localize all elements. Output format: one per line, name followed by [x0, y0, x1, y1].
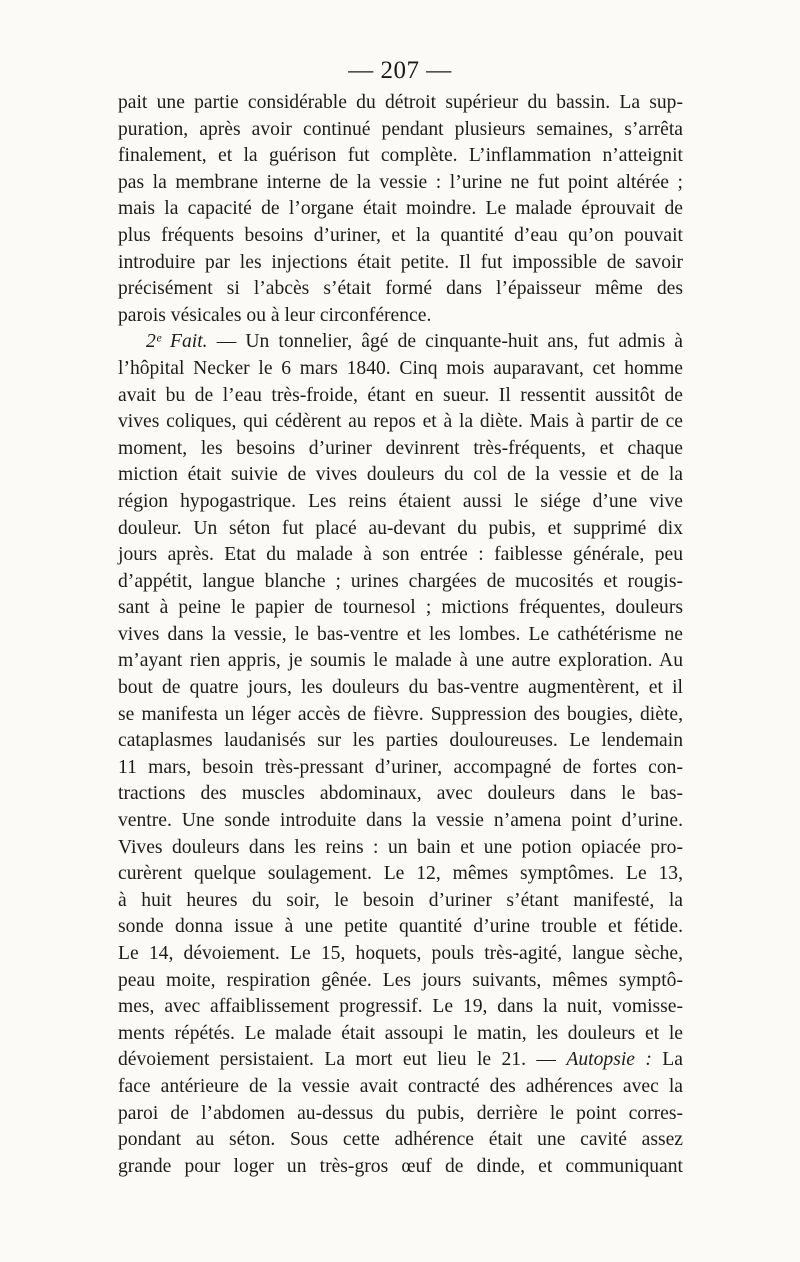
text-line: l’hôpital Necker le 6 mars 1840. Cinq mois auparavant, cet homme	[118, 357, 683, 379]
text-line: Vives douleurs dans les reins : un bain et une potion opiacée pro-	[118, 836, 683, 858]
text-line: région hypogastrique. Les reins étaient aussi le siége d’une vive	[118, 490, 683, 512]
autopsy-line	[118, 1047, 683, 1074]
text-line: à huit heures du soir, le besoin d’uriner s’étant manifesté, la	[118, 889, 683, 911]
text-line: moment, les besoins d’uriner devinrent très-fréquents, et chaque	[118, 437, 683, 459]
text-line: plus fréquents besoins d’uriner, et la quantité d’eau qu’on pouvait	[118, 224, 683, 246]
text-line: bout de quatre jours, les douleurs du bas-ventre augmentèrent, et il	[118, 677, 683, 699]
text-line: curèrent quelque soulagement. Le 12, mêmes symptômes. Le 13,	[118, 863, 683, 885]
text-line: parois vésicales ou à leur circonférence.	[118, 304, 432, 326]
text-span: — Un tonnelier, âgé de cinquante-huit ans, fut admis à	[207, 331, 683, 353]
text-line: vives coliques, qui cédèrent au repos et à la diète. Mais à partir de ce	[118, 411, 683, 433]
text-line: pas la membrane interne de la vessie : l’urine ne fut point altérée ;	[118, 171, 683, 193]
autopsy-label: Autopsie :	[566, 1049, 652, 1071]
text-line: pait une partie considérable du détroit supérieur du bassin. La sup-	[118, 92, 683, 113]
text-line: 11 mars, besoin très-pressant d’uriner, accompagné de fortes con-	[118, 756, 683, 778]
text-line: face antérieure de la vessie avait contracté des adhérences avec la	[118, 1075, 683, 1097]
text-line: d’appétit, langue blanche ; urines chargées de mucosités et rougis-	[118, 570, 683, 592]
text-line: se manifesta un léger accès de fièvre. Suppression des bougies, diète,	[118, 703, 683, 725]
text-line: Le 14, dévoiement. Le 15, hoquets, pouls très-agité, langue sèche,	[118, 943, 683, 964]
text-line: sonde donna issue à une petite quantité d’urine trouble et fétide.	[118, 916, 683, 938]
text-line: grande pour loger un très-gros œuf de dinde, et communiquant	[118, 1155, 683, 1177]
text-line: sant à peine le papier de tournesol ; mictions fréquentes, douleurs	[118, 597, 683, 619]
case-heading-line	[118, 329, 683, 356]
text-line: introduire par les injections était petite. Il fut impossible de savoir	[118, 251, 683, 273]
body-text	[118, 90, 683, 1180]
text-line: mes, avec affaiblissement progressif. Le 19, dans la nuit, vomisse-	[118, 996, 683, 1018]
text-span: dévoiement persistaient. La mort eut lieu le 21. —	[118, 1049, 556, 1071]
text-line: vives dans la vessie, le bas-ventre et les lombes. Le cathétérisme ne	[118, 623, 683, 645]
text-line: puration, après avoir continué pendant plusieurs semaines, s’arrêta	[118, 118, 683, 140]
text-line: m’ayant rien appris, je soumis le malade à une autre exploration. Au	[118, 650, 683, 672]
text-line: jours après. Etat du malade à son entrée : faiblesse générale, peu	[118, 544, 683, 566]
text-line: finalement, et la guérison fut complète. L’inflammation n’atteignit	[118, 145, 683, 167]
text-line: précisément si l’abcès s’était formé dans l’épaisseur même des	[118, 278, 683, 300]
text-line: mais la capacité de l’organe était moindre. Le malade éprouvait de	[118, 198, 683, 220]
text-line: ventre. Une sonde introduite dans la vessie n’amena point d’urine.	[118, 810, 683, 832]
text-line: tractions des muscles abdominaux, avec douleurs dans le bas-	[118, 783, 683, 805]
text-line: cataplasmes laudanisés sur les parties douloureuses. Le lendemain	[118, 730, 683, 752]
text-line: paroi de l’abdomen au-dessus du pubis, derrière le point corres-	[118, 1102, 683, 1124]
text-span: La	[651, 1049, 683, 1071]
text-line: avait bu de l’eau très-froide, étant en sueur. Il ressentit aussitôt de	[118, 384, 683, 406]
case-heading: 2ᵉ Fait.	[146, 331, 208, 353]
text-line: douleur. Un séton fut placé au-devant du pubis, et supprimé dix	[118, 517, 683, 539]
text-line: ments répétés. Le malade était assoupi le matin, les douleurs et le	[118, 1022, 683, 1044]
text-line: peau moite, respiration gênée. Les jours suivants, mêmes symptô-	[118, 969, 683, 991]
text-line: pondant au séton. Sous cette adhérence était une cavité assez	[118, 1129, 683, 1151]
text-line: miction était suivie de vives douleurs du col de la vessie et de la	[118, 464, 683, 486]
page-number: — 207 —	[348, 57, 452, 84]
